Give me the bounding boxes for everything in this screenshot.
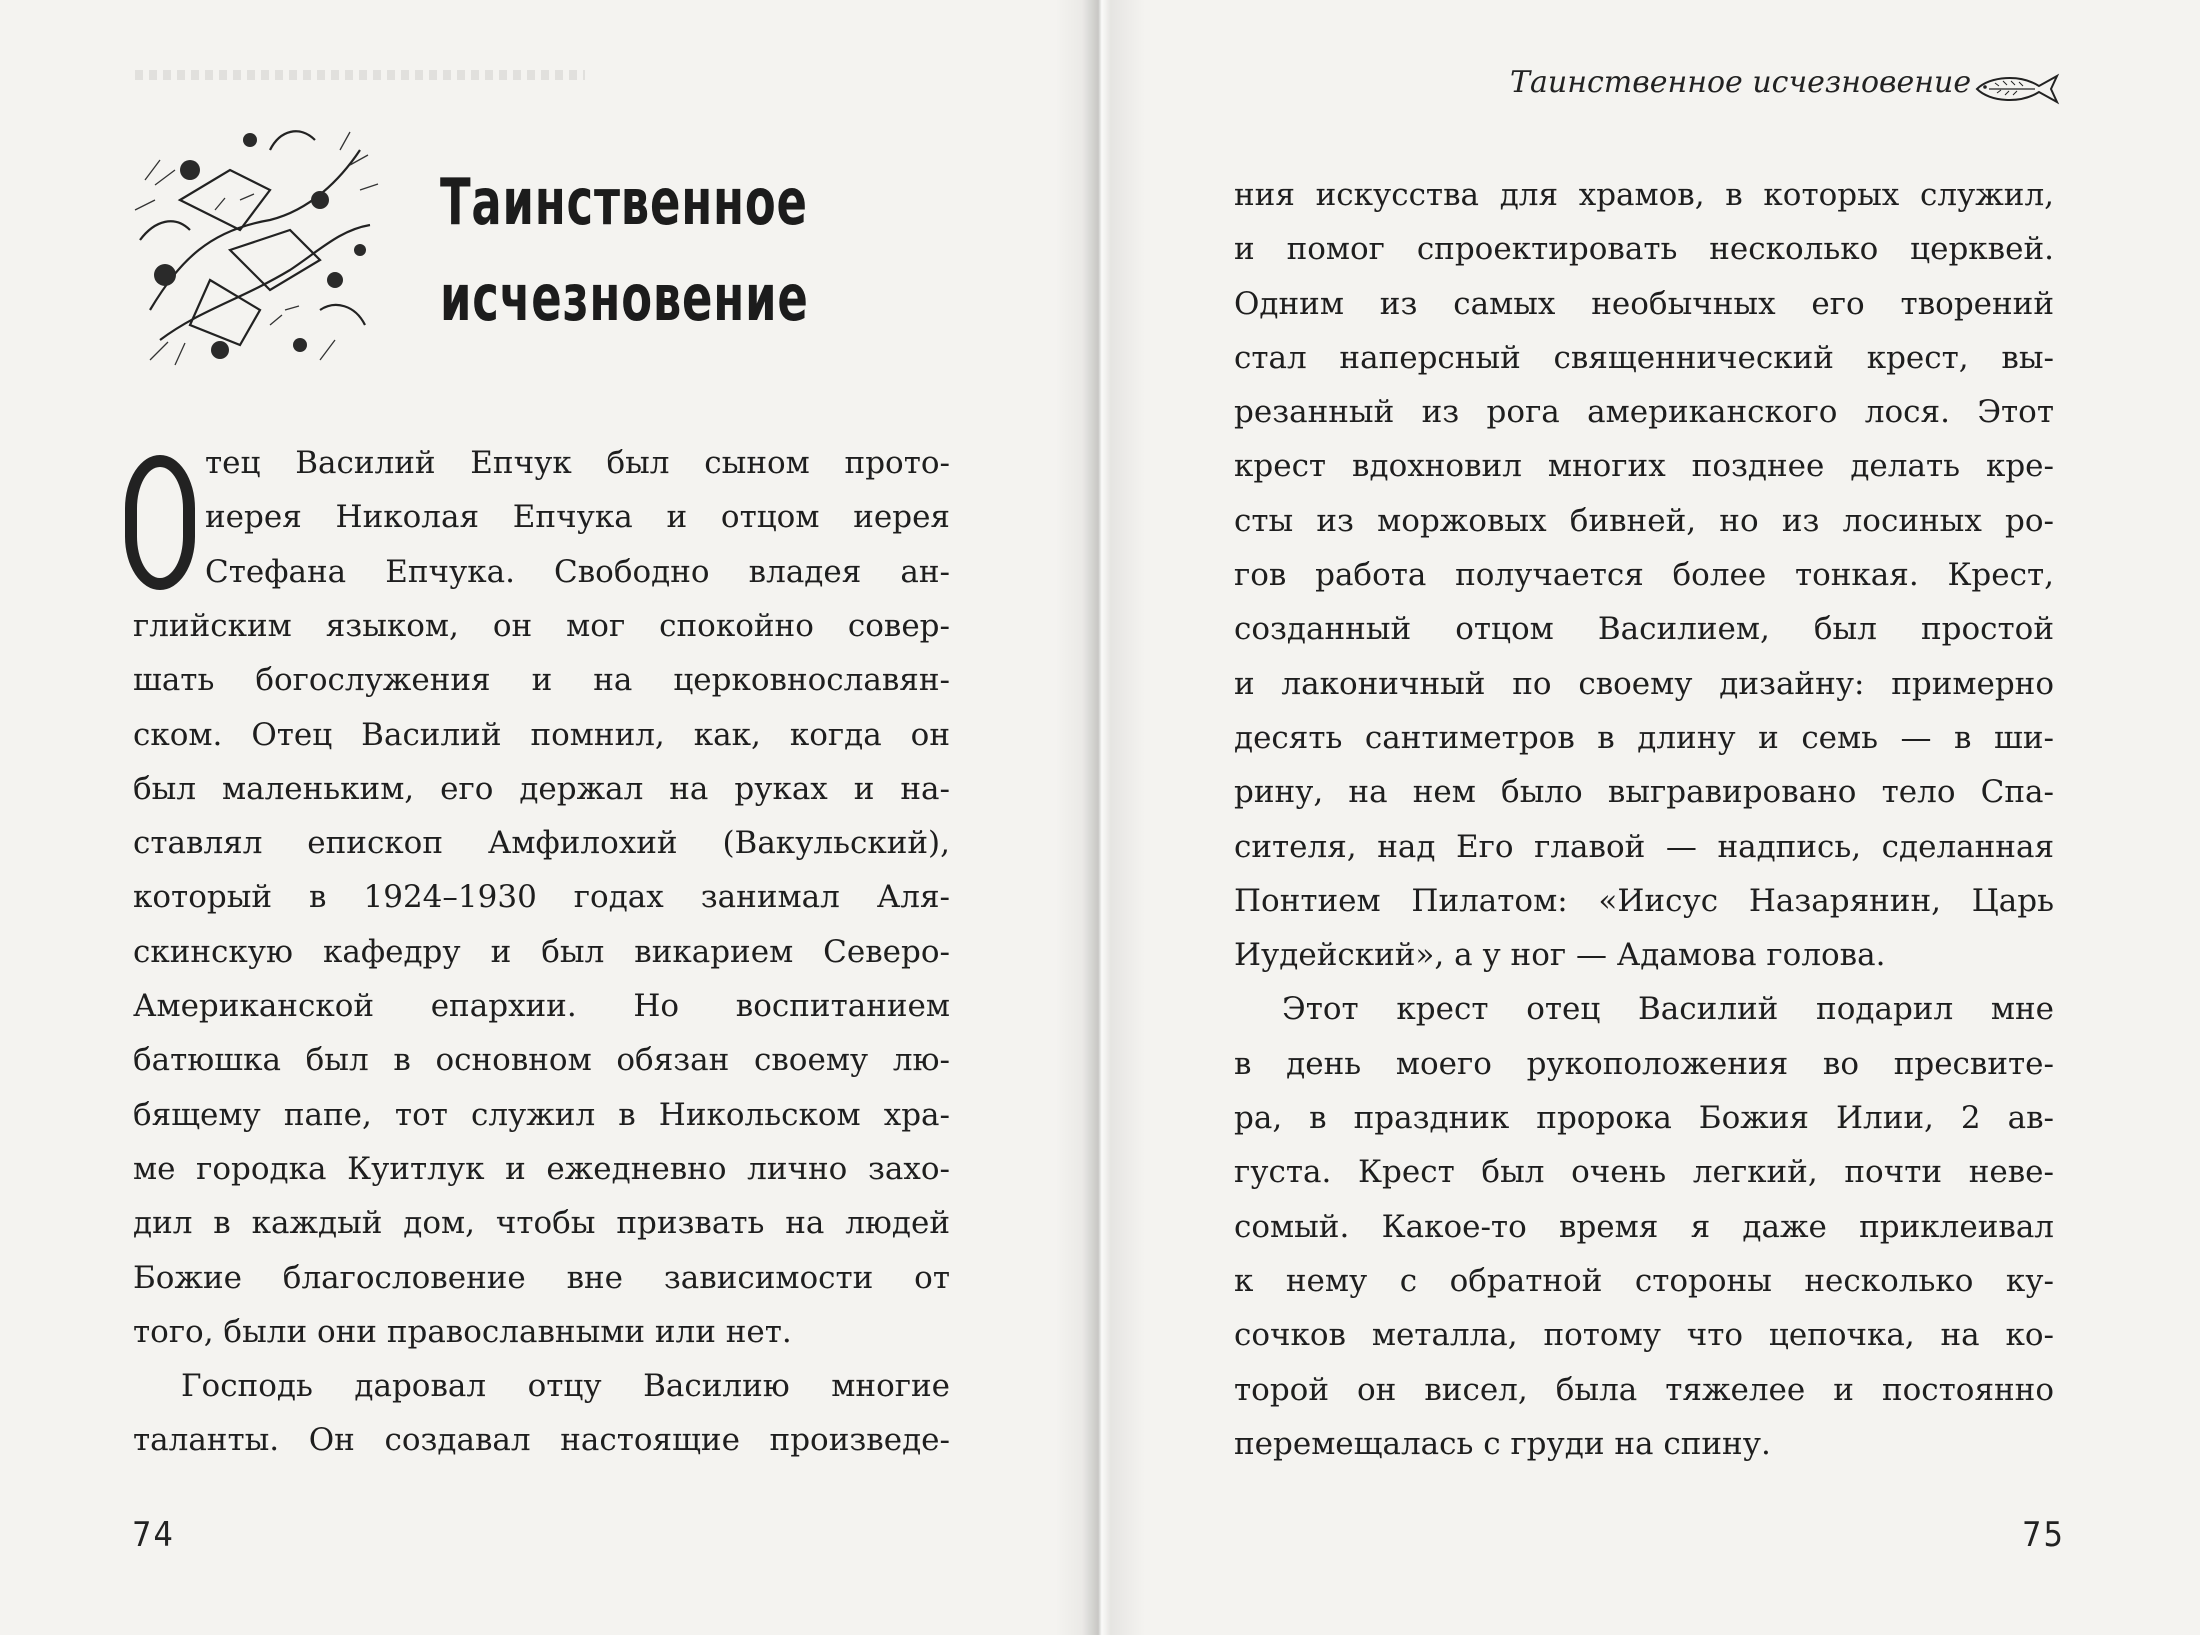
- text-line: бящему папе, тот служил в Никольском хра-: [133, 1096, 950, 1133]
- text-line: глийским языком, он мог спокойно совер-: [133, 608, 950, 644]
- text-line: Понтием Пилатом: «Иисус Назарянин, Царь: [1234, 882, 2054, 919]
- text-line: Стефана Епчука. Свободно владея ан-: [205, 553, 950, 590]
- text-line: к нему с обратной стороны несколько ку-: [1234, 1262, 2054, 1299]
- text-line: ском. Отец Василий помнил, как, когда он: [133, 716, 950, 753]
- left-body-text: [133, 599, 950, 1468]
- text-line: Господь даровал отцу Василию многие: [181, 1368, 950, 1405]
- text-line: иерея Николая Епчука и отцом иерея: [205, 499, 950, 536]
- text-line: сочков металла, потому что цепочка, на ко-: [1234, 1317, 2054, 1354]
- text-line: того, были они православными или нет.: [133, 1313, 792, 1350]
- left-page: [0, 0, 1090, 1635]
- chapter-title-line-1: Таинственное: [440, 166, 808, 240]
- fish-icon: [1975, 72, 2060, 106]
- text-line: ния искусства для храмов, в которых служил,: [1234, 177, 2054, 213]
- text-line: ставлял епископ Амфилохий (Вакульский),: [133, 825, 950, 862]
- text-line: Американской епархии. Но воспитанием: [133, 988, 950, 1025]
- text-line: скинскую кафедру и был викарием Северо-: [133, 933, 950, 970]
- show-through-text: [135, 70, 585, 80]
- text-line: Одним из самых необычных его творений: [1234, 285, 2054, 322]
- text-line: дил в каждый дом, чтобы призвать на людей: [133, 1205, 950, 1242]
- text-line: шать богослужения и на церковнославян-: [133, 662, 950, 699]
- text-line: сителя, над Его главой — надпись, сделанная: [1234, 828, 2054, 865]
- text-line: ра, в праздник пророка Божия Илии, 2 ав-: [1234, 1100, 2054, 1137]
- text-line: ме городка Куитлук и ежедневно лично захо-: [133, 1150, 950, 1187]
- page-number-right: 75: [2022, 1515, 2065, 1555]
- text-line: сты из моржовых бивней, но из лосиных ро-: [1234, 502, 2054, 539]
- text-line: крест вдохновил многих позднее делать кре-: [1234, 448, 2054, 485]
- text-line: торой он висел, была тяжелее и постоянно: [1234, 1371, 2054, 1408]
- text-line: сомый. Какое-то время я даже приклеивал: [1234, 1208, 2054, 1245]
- text-line: батюшка был в основном обязан своему лю-: [133, 1042, 950, 1079]
- text-line: был маленьким, его держал на руках и на-: [133, 770, 950, 807]
- text-line: созданный отцом Василием, был простой: [1234, 611, 2054, 648]
- chapter-title: [440, 155, 846, 347]
- opening-paragraph: [205, 436, 950, 599]
- text-line: перемещалась с груди на спину.: [1234, 1425, 1771, 1462]
- text-line: Божие благословение вне зависимости от: [133, 1259, 950, 1296]
- ornament-illustration: [120, 110, 385, 375]
- text-line: десять сантиметров в длину и семь — в ши-: [1234, 719, 2054, 756]
- right-body-text: [1234, 168, 2054, 1471]
- text-line: Иудейский», а у ног — Адамова голова.: [1234, 937, 1886, 974]
- text-line: резанный из рога американского лося. Этот: [1234, 394, 2054, 431]
- text-line: который в 1924–1930 годах занимал Аля-: [133, 879, 950, 916]
- text-line: и лаконичный по своему дизайну: примерно: [1234, 665, 2054, 702]
- drop-cap: [125, 455, 195, 590]
- running-header: Таинственное исчезновение: [1510, 65, 1972, 100]
- text-line: тец Василий Епчук был сыном прото-: [205, 445, 950, 481]
- text-line: и помог спроектировать несколько церквей.: [1234, 231, 2054, 268]
- text-line: стал наперсный священнический крест, вы-: [1234, 339, 2054, 376]
- text-line: Этот крест отец Василий подарил мне: [1282, 991, 2054, 1028]
- chapter-title-line-2: исчезновение: [440, 262, 809, 336]
- text-line: густа. Крест был очень легкий, почти неве-: [1234, 1154, 2054, 1191]
- text-line: гов работа получается более тонкая. Крест,: [1234, 557, 2054, 594]
- text-line: таланты. Он создавал настоящие произведе-: [133, 1422, 950, 1459]
- text-line: в день моего рукоположения во пресвите-: [1234, 1045, 2054, 1082]
- text-line: рину, на нем было выгравировано тело Спа-: [1234, 774, 2054, 811]
- page-number-left: 74: [132, 1515, 175, 1555]
